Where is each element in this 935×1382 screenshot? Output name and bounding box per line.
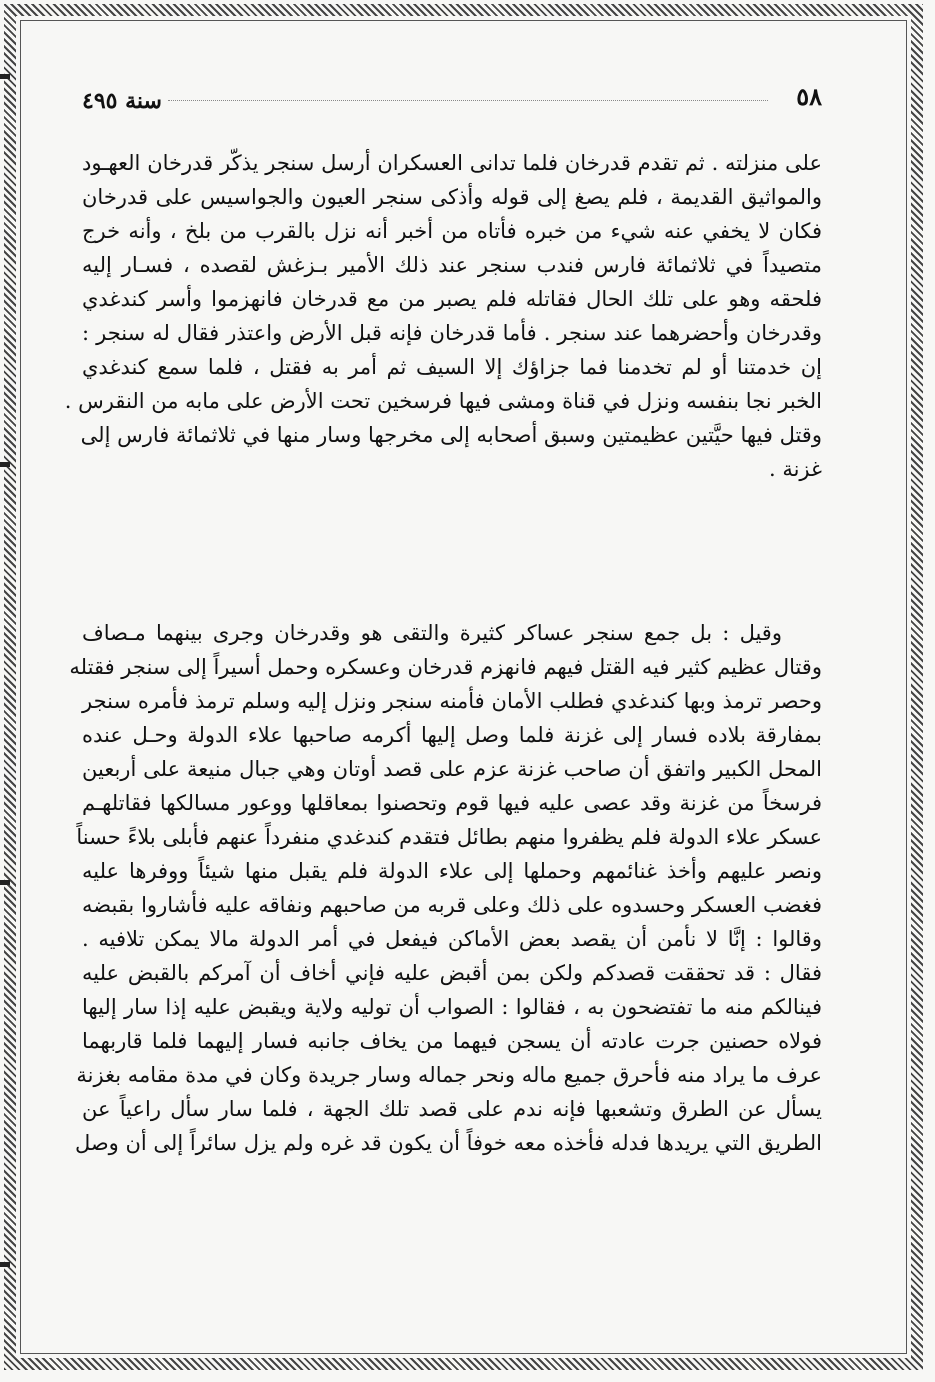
- text-line: فولاه حصنين جرت عادته أن يسجن فيهما من يخاف جانبه فسار إليهما فلما قاربهما: [82, 1029, 822, 1053]
- text-line: غزنة .: [768, 457, 822, 481]
- text-line: إن خدمتنا أو لم تخدمنا فما جزاؤك إلا السيف ثم أمر به فقتل ، فلما سمع كندغدي: [82, 355, 822, 379]
- text-line: عسكر علاء الدولة فلم يظفروا منهم بطائل فتقدم كندغدي منفرداً عنهم فأبلى بلاءً حسناً: [76, 825, 822, 849]
- text-line: يسأل عن الطرق وتشعبها فإنه ندم على قصد تلك الجهة ، فلما سار سأل راعياً عن: [82, 1097, 822, 1121]
- page-number: ٥٨: [796, 82, 822, 111]
- margin-mark: [0, 880, 10, 885]
- year-label: سنة ٤٩٥: [82, 88, 162, 114]
- text-line: وحصر ترمذ وبها كندغدي فطلب الأمان فأمنه سنجر ونزل إليه وسلم ترمذ فأمره سنجر: [82, 689, 822, 713]
- margin-mark: [0, 74, 10, 79]
- text-line: متصيداً في ثلاثمائة فارس فندب سنجر عند ذلك الأمير بـزغش لقصده ، فسـار إليه: [82, 253, 822, 277]
- header-rule: [168, 100, 768, 101]
- text-line: المحل الكبير واتفق أن صاحب غزنة عزم على قصد أوتان وهي جبال منيعة على أربعين: [82, 757, 822, 781]
- paragraph-1: [64, 146, 822, 486]
- text-line: بمفارقة بلاده فسار إلى غزنة فلما وصل إليها أكرمه صاحبها علاء الدولة وحـل عنده: [82, 723, 822, 747]
- text-line: فقال : قد تحققت قصدكم ولكن بمن أقبض عليه فإني أخاف أن آمركم بالقبض عليه: [82, 961, 822, 985]
- text-line: على منزلته . ثم تقدم قدرخان فلما تدانى العسكران أرسل سنجر يذكّر قدرخان العهـود: [82, 151, 822, 175]
- text-line: وقيل : بل جمع سنجر عساكر كثيرة والتقى هو وقدرخان وجرى بينهما مـصاف: [82, 621, 782, 645]
- text-line: فغضب العسكر وحسدوه على ذلك وعلى قربه من صاحبهم ونفاقه عليه فأشاروا بقبضه: [82, 893, 822, 917]
- text-line: ونصر عليهم وأخذ غنائمهم وحملها إلى علاء الدولة فلم يقبل منها شيئاً ووفرها عليه: [82, 859, 822, 883]
- paragraph-2: [69, 616, 822, 1160]
- text-line: فلحقه وهو على تلك الحال فقاتله فلم يصبر من مع قدرخان فانهزموا وأسر كندغدي: [82, 287, 822, 311]
- margin-mark: [0, 1262, 10, 1267]
- margin-mark: [0, 462, 10, 467]
- text-line: فرسخاً من غزنة وقد عصى عليه فيها قوم وتحصنوا بمعاقلها ووعور مسالكها فقاتلهـم: [82, 791, 822, 815]
- text-line: وقالوا : إنَّا لا نأمن أن يقصد بعض الأماكن فيفعل في أمر الدولة مالا يمكن تلافيه .: [82, 927, 822, 951]
- text-line: وقتل فيها حيَّتين عظيمتين وسبق أصحابه إلى مخرجها وسار منها في ثلاثمائة فارس إلى: [80, 423, 822, 447]
- text-line: فكان لا يخفي عنه شيء من خبره فأتاه من أخبر أنه نزل بالقرب من بلخ ، وأنه خرج: [82, 219, 822, 243]
- text-line: الطريق التي يريدها فدله فأخذه معه خوفاً أن يكون قد غره ولم يزل سائراً إلى أن وصل: [74, 1131, 822, 1155]
- text-line: وقتال عظيم كثير فيه القتل فيهم فانهزم قدرخان وعسكره وحمل أسيراً إلى سنجر فقتله: [69, 655, 822, 679]
- text-line: عرف ما يراد منه فأحرق جميع ماله ونحر جماله وسار جريدة وكان في مدة مقامه بغزنة: [76, 1063, 822, 1087]
- text-line: والمواثيق القديمة ، فلم يصغ إلى قوله وأذكى سنجر العيون والجواسيس على قدرخان: [82, 185, 822, 209]
- text-line: الخبر نجا بنفسه ونزل في قناة ومشى فيها فرسخين تحت الأرض على مابه من النقرس .: [64, 389, 822, 413]
- text-line: وقدرخان وأحضرهما عند سنجر . فأما قدرخان فإنه قبل الأرض واعتذر فقال له سنجر :: [82, 321, 822, 345]
- text-line: فينالكم منه ما تفتضحون به ، فقالوا : الصواب أن توليه ولاية ويقبض عليه إذا سار إليها: [82, 995, 822, 1019]
